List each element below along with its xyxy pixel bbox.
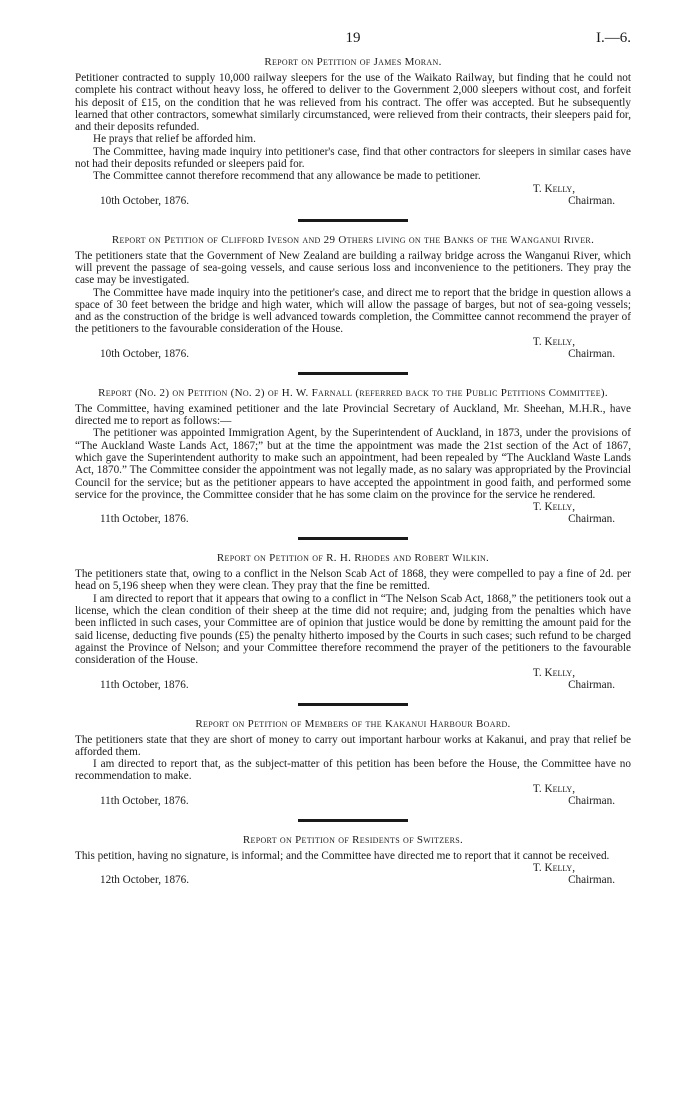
signature-block bbox=[75, 667, 631, 693]
signatory-role: Chairman. bbox=[568, 347, 615, 360]
report-date: 12th October, 1876. bbox=[100, 873, 190, 886]
paragraph: The petitioners state that they are short of money to carry out important harbour works at Kakanui, and pray that relief be afforded them. bbox=[75, 733, 631, 758]
report-switzers bbox=[75, 834, 631, 888]
paragraph: He prays that relief be afforded him. bbox=[93, 133, 256, 146]
section-title: Report on Petition of Residents of Switzers. bbox=[242, 833, 464, 846]
paragraph: The Committee, having made inquiry into petitioner's case, find that other contractors for sleepers in similar cases have not had their deposits refunded or sleepers paid for. bbox=[75, 145, 631, 171]
signatory-name: T. Kelly, bbox=[532, 335, 575, 348]
document-page bbox=[75, 30, 631, 888]
signature-block bbox=[75, 862, 631, 888]
signatory-role: Chairman. bbox=[568, 194, 615, 207]
signatory-role: Chairman. bbox=[568, 794, 615, 807]
report-date: 10th October, 1876. bbox=[100, 347, 190, 360]
report-date: 11th October, 1876. bbox=[100, 513, 189, 526]
section-title: Report on Petition of Members of the Kakanui Harbour Board. bbox=[195, 717, 511, 730]
paragraph: The petitioners state that the Government of New Zealand are building a railway bridge across the Wanganui River, which will prevent the passage of sea-going vessels, and cause serious loss and inconvenience to the petitioners. They pray the case may be investigated. bbox=[75, 249, 631, 287]
signature-block bbox=[75, 501, 631, 527]
report-farnall bbox=[75, 387, 631, 527]
section-divider bbox=[298, 219, 408, 222]
report-date: 10th October, 1876. bbox=[100, 194, 190, 207]
signatory-role: Chairman. bbox=[568, 513, 615, 526]
signatory-role: Chairman. bbox=[568, 873, 615, 886]
section-divider bbox=[298, 703, 408, 706]
report-iveson bbox=[75, 234, 631, 362]
report-rhodes-wilkin bbox=[75, 552, 631, 692]
signatory-name: T. Kelly, bbox=[532, 861, 575, 874]
signature-block bbox=[75, 783, 631, 809]
section-divider bbox=[298, 372, 408, 375]
signatory-name: T. Kelly, bbox=[532, 501, 575, 514]
paragraph: I am directed to report that it appears that owing to a conflict in “The Nelson Scab Act, 1868,” the petitioners took out a license, which the clean condition of their sheep at the time did not require; and, judging from the penalties which have been inflicted in such cases, your Committee are of opinion that justice would be done by remitting the amount paid for the said license, deducting five pounds (£5) the penalty hitherto imposed by the Courts in such cases; such refund to be charged against the Province of Nelson; and your Committee therefore recommend the prayer of the petitioners to the favourable consideration of the House. bbox=[75, 592, 631, 667]
signatory-role: Chairman. bbox=[568, 678, 615, 691]
section-title: Report on Petition of James Moran. bbox=[264, 56, 442, 68]
paragraph: I am directed to report that, as the subject-matter of this petition has been before the House, the Committee have no recommendation to make. bbox=[75, 758, 631, 783]
section-divider bbox=[298, 537, 408, 540]
report-date: 11th October, 1876. bbox=[100, 794, 189, 807]
paragraph: The Committee cannot therefore recommend that any allowance be made to petitioner. bbox=[93, 170, 481, 183]
signatory-name: T. Kelly, bbox=[532, 782, 575, 795]
page-header bbox=[75, 30, 631, 56]
signature-block bbox=[75, 183, 631, 209]
paragraph: The Committee have made inquiry into the petitioner's case, and direct me to report that the bridge in question allows a space of 30 feet between the bridge and high water, which will allow the passage of barges, but not of sea-going vessels; and as the construction of the bridge is well advanced towards completion, the Committee cannot recommend the prayer of the petitioners to the favourable consideration of the House. bbox=[75, 286, 631, 336]
paragraph: The Committee, having examined petitioner and the late Provincial Secretary of Auckland, Mr. Sheehan, M.H.R., have directed me to report as follows:— bbox=[75, 402, 631, 428]
signature-block bbox=[75, 336, 631, 362]
section-title: Report (No. 2) on Petition (No. 2) of H. W. Farnall (referred back to the Public Petitions Committee). bbox=[98, 386, 608, 399]
paragraph: Petitioner contracted to supply 10,000 railway sleepers for the use of the Waikato Railway, but finding that he could not complete his contract without heavy loss, he offered to deliver to the Government 2,000 sleepers without cost, and forfeit his deposit of £15, on the condition that he was relieved from his contract. The offer was accepted. But he subsequently learned that other contractors, somewhat similarly circumstanced, were relieved from their contracts, their sleepers paid for, and their deposits refunded. bbox=[75, 72, 631, 134]
paragraph: The petitioners state that, owing to a conflict in the Nelson Scab Act of 1868, they were compelled to pay a fine of 2d. per head on 5,196 sheep when they were clean. They pray that the fine be remitted. bbox=[75, 568, 631, 593]
signatory-name: T. Kelly, bbox=[532, 666, 575, 679]
section-divider bbox=[298, 819, 408, 822]
page-number: 19 bbox=[345, 30, 361, 46]
section-title: Report on Petition of R. H. Rhodes and Robert Wilkin. bbox=[216, 552, 490, 565]
report-date: 11th October, 1876. bbox=[100, 678, 189, 691]
paragraph: This petition, having no signature, is informal; and the Committee have directed me to report that it cannot be received. bbox=[75, 849, 610, 862]
signatory-name: T. Kelly, bbox=[532, 182, 575, 195]
section-title: Report on Petition of Clifford Iveson and 29 Others living on the Banks of the Wanganui River. bbox=[111, 233, 595, 246]
report-moran bbox=[75, 56, 631, 209]
report-kakanui bbox=[75, 718, 631, 809]
document-code: I.—6. bbox=[596, 30, 631, 46]
paragraph: The petitioner was appointed Immigration Agent, by the Superintendent of Auckland, in 1873, under the provisions of “The Auckland Waste Lands Act, 1867;” but at the time the appointment was made the 21st section of the Act of 1867, which gave the Superintendent authority to make such an appointment, had been repealed by “The Auckland Waste Lands Act, 1870.” The Committee consider the appointment was not legally made, as no salary was appropriated by the Provincial Council for the service; but as the petitioner appears to have accepted the appointment in good faith, and performed some service for the province, the Committee consider that he has some claim on the province for the service he rendered. bbox=[75, 427, 631, 501]
